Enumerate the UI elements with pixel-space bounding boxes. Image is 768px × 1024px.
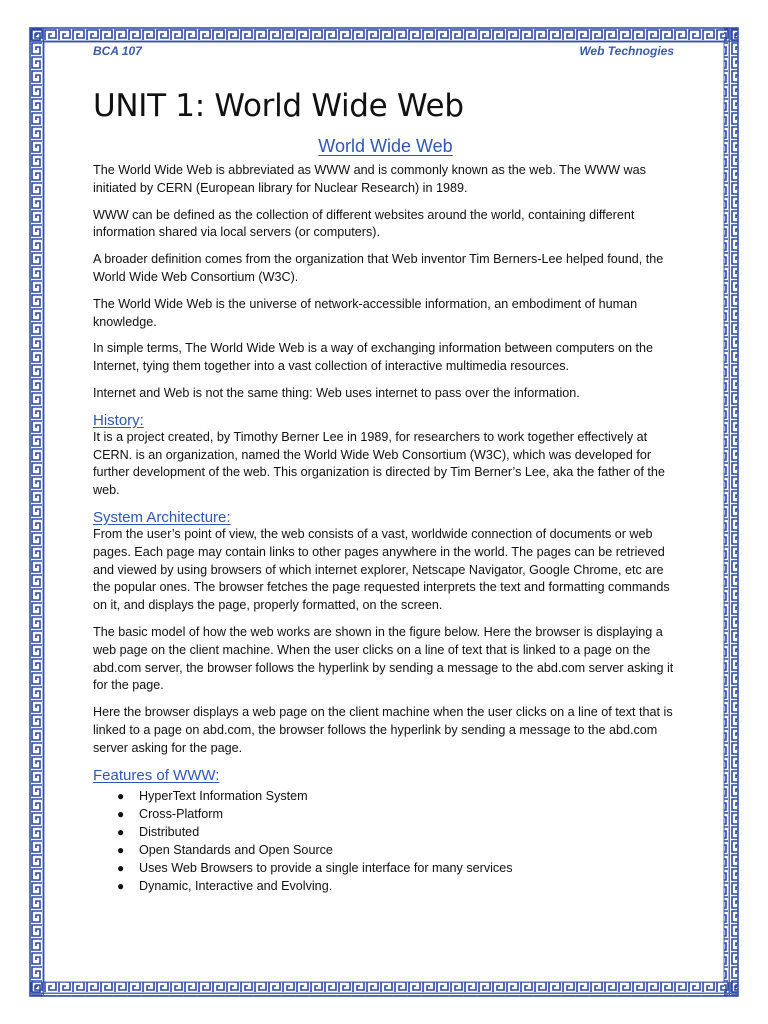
section-heading-history: History:: [93, 411, 144, 429]
document-body: [93, 88, 678, 895]
paragraph: The World Wide Web is abbreviated as WWW and is commonly known as the web. The WWW was initiated by CERN (European library for Nuclear Research) in 1989.: [93, 163, 646, 195]
header-course-code: BCA 107: [93, 44, 142, 58]
list-item-text: Distributed: [139, 824, 200, 839]
paragraph: A broader definition comes from the organization that Web inventor Tim Berners-Lee helped found, the World Wide Web Consortium (W3C).: [93, 252, 664, 284]
features-list: [93, 787, 678, 895]
list-item: [117, 877, 678, 895]
bullet-icon: ●: [117, 824, 125, 839]
paragraph: The World Wide Web is the universe of network-accessible information, an embodiment of human knowledge.: [93, 296, 638, 329]
section-heading-features: Features of WWW:: [93, 766, 220, 784]
paragraph: WWW can be defined as the collection of different websites around the world, containing different information shared via local servers (or computers).: [93, 207, 635, 240]
paragraph: It is a project created, by Timothy Berner Lee in 1989, for researchers to work together effectively at CERN. is an organization, named the World Wide Web Consortium (W3C), which was developed for further development of the web. This organization is directed by Tim Berner’s Lee, aka the father of the web.: [93, 429, 665, 498]
paragraph: The basic model of how the web works are shown in the figure below. Here the browser is displaying a web page on the client machine. When the user clicks on a line of text that is linked to a page on the abd.com server, the browser follows the hyperlink by sending a message to the abd.com server asking it for the page.: [93, 624, 674, 693]
list-item: [117, 859, 678, 877]
bullet-icon: ●: [117, 842, 125, 857]
section-www: [93, 162, 678, 403]
section-history: [93, 429, 678, 500]
list-item: [117, 787, 678, 805]
paragraph: Here the browser displays a web page on the client machine when the user clicks on a line of text that is linked to a page on abd.com, the browser follows the hyperlink by sending a message to the abd.com server asking for the page.: [93, 705, 673, 755]
list-item-text: Dynamic, Interactive and Evolving.: [139, 878, 333, 893]
list-item: [117, 823, 678, 841]
list-item: [117, 841, 678, 859]
paragraph: In simple terms, The World Wide Web is a way of exchanging information between computers on the Internet, tying them together into a vast collection of interactive multimedia resources.: [93, 341, 653, 374]
section-architecture: [93, 526, 678, 758]
paragraph: Internet and Web is not the same thing: Web uses internet to pass over the information.: [93, 385, 580, 400]
list-item-text: Cross-Platform: [139, 806, 223, 821]
bullet-icon: ●: [117, 860, 125, 875]
page-title: UNIT 1: World Wide Web: [93, 88, 464, 124]
list-item-text: Uses Web Browsers to provide a single interface for many services: [139, 860, 513, 875]
bullet-icon: ●: [117, 806, 125, 821]
paragraph: From the user’s point of view, the web consists of a vast, worldwide connection of documents or web pages. Each page may contain links to other pages anywhere in the world. The pages can be retrieved and viewed by using browsers of which internet explorer, Netscape Navigator, Google Chrome, etc are the popular ones. The browser fetches the page requested interprets the text and formatting commands on it, and displays the page, properly formatted, on the screen.: [93, 526, 670, 613]
bullet-icon: ●: [117, 788, 125, 803]
section-heading-architecture: System Architecture:: [93, 508, 231, 526]
list-item: [117, 805, 678, 823]
list-item-text: Open Standards and Open Source: [139, 842, 333, 857]
list-item-text: HyperText Information System: [139, 788, 308, 803]
section-heading-www: World Wide Web: [318, 136, 453, 156]
header-course-name: Web Technogies: [579, 44, 674, 58]
bullet-icon: ●: [117, 878, 125, 893]
